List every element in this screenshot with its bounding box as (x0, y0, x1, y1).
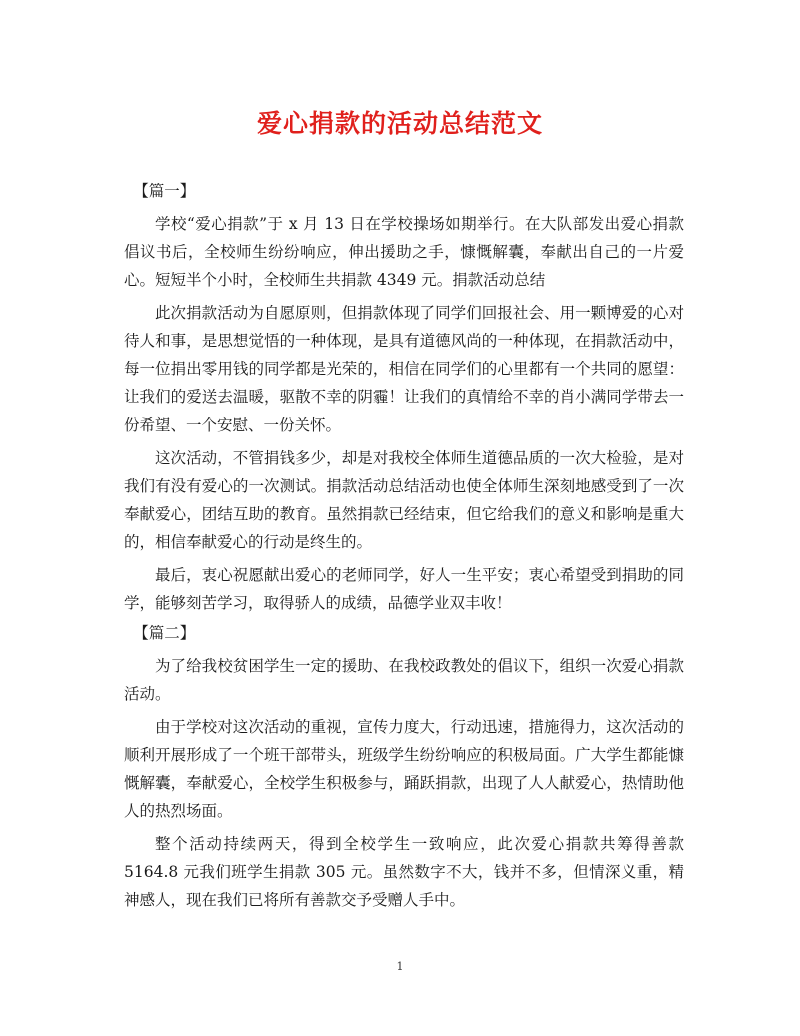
document-body (124, 175, 684, 914)
document-title: 爱心捐款的活动总结范文 (256, 109, 543, 138)
page-number: 1 (396, 960, 404, 973)
paragraph: 这次活动，不管捐钱多少，却是对我校全体师生道德品质的一次大检验，是对我们有没有爱心的一次测试。捐款活动总结活动也使全体师生深刻地感受到了一次奉献爱心，团结互助的教育。虽然捐款已经结束，但它给我们的意义和影响是重大的，相信奉献爱心的行动是终生的。 (124, 449, 684, 551)
section-heading-1: 【篇一】 (133, 182, 196, 200)
paragraph: 学校“爱心捐款”于 x 月 13 日在学校操场如期举行。在大队部发出爱心捐款倡议书后，全校师生纷纷响应，伸出援助之手，慷慨解囊，奉献出自己的一片爱心。短短半个小时，全校师生共捐款 4349 元。捐款活动总结 (124, 215, 684, 289)
paragraph: 此次捐款活动为自愿原则，但捐款体现了同学们回报社会、用一颗博爱的心对待人和事，是思想觉悟的一种体现，是具有道德风尚的一种体现，在捐款活动中，每一位捐出零用钱的同学都是光荣的，相信在同学们的心里都有一个共同的愿望：让我们的爱送去温暖，驱散不幸的阴霾！让我们的真情给不幸的肖小满同学带去一份希望、一个安慰、一份关怀。 (124, 304, 684, 434)
paragraph: 为了给我校贫困学生一定的援助、在我校政教处的倡议下，组织一次爱心捐款活动。 (124, 657, 684, 703)
paragraph: 最后，衷心祝愿献出爱心的老师同学，好人一生平安；衷心希望受到捐助的同学，能够刻苦学习，取得骄人的成绩，品德学业双丰收！ (124, 566, 684, 612)
paragraph: 由于学校对这次活动的重视，宣传力度大，行动迅速，措施得力，这次活动的顺利开展形成了一个班干部带头，班级学生纷纷响应的积极局面。广大学生都能慷慨解囊，奉献爱心，全校学生积极参与，踊跃捐款，出现了人人献爱心，热情助他人的热烈场面。 (124, 718, 684, 820)
section-heading-2: 【篇二】 (133, 624, 196, 642)
paragraph: 整个活动持续两天，得到全校学生一致响应，此次爱心捐款共筹得善款5164.8 元我们班学生捐款 305 元。虽然数字不大，钱并不多，但情深义重，精神感人，现在我们已将所有善款交予受赠人手中。 (124, 835, 684, 909)
